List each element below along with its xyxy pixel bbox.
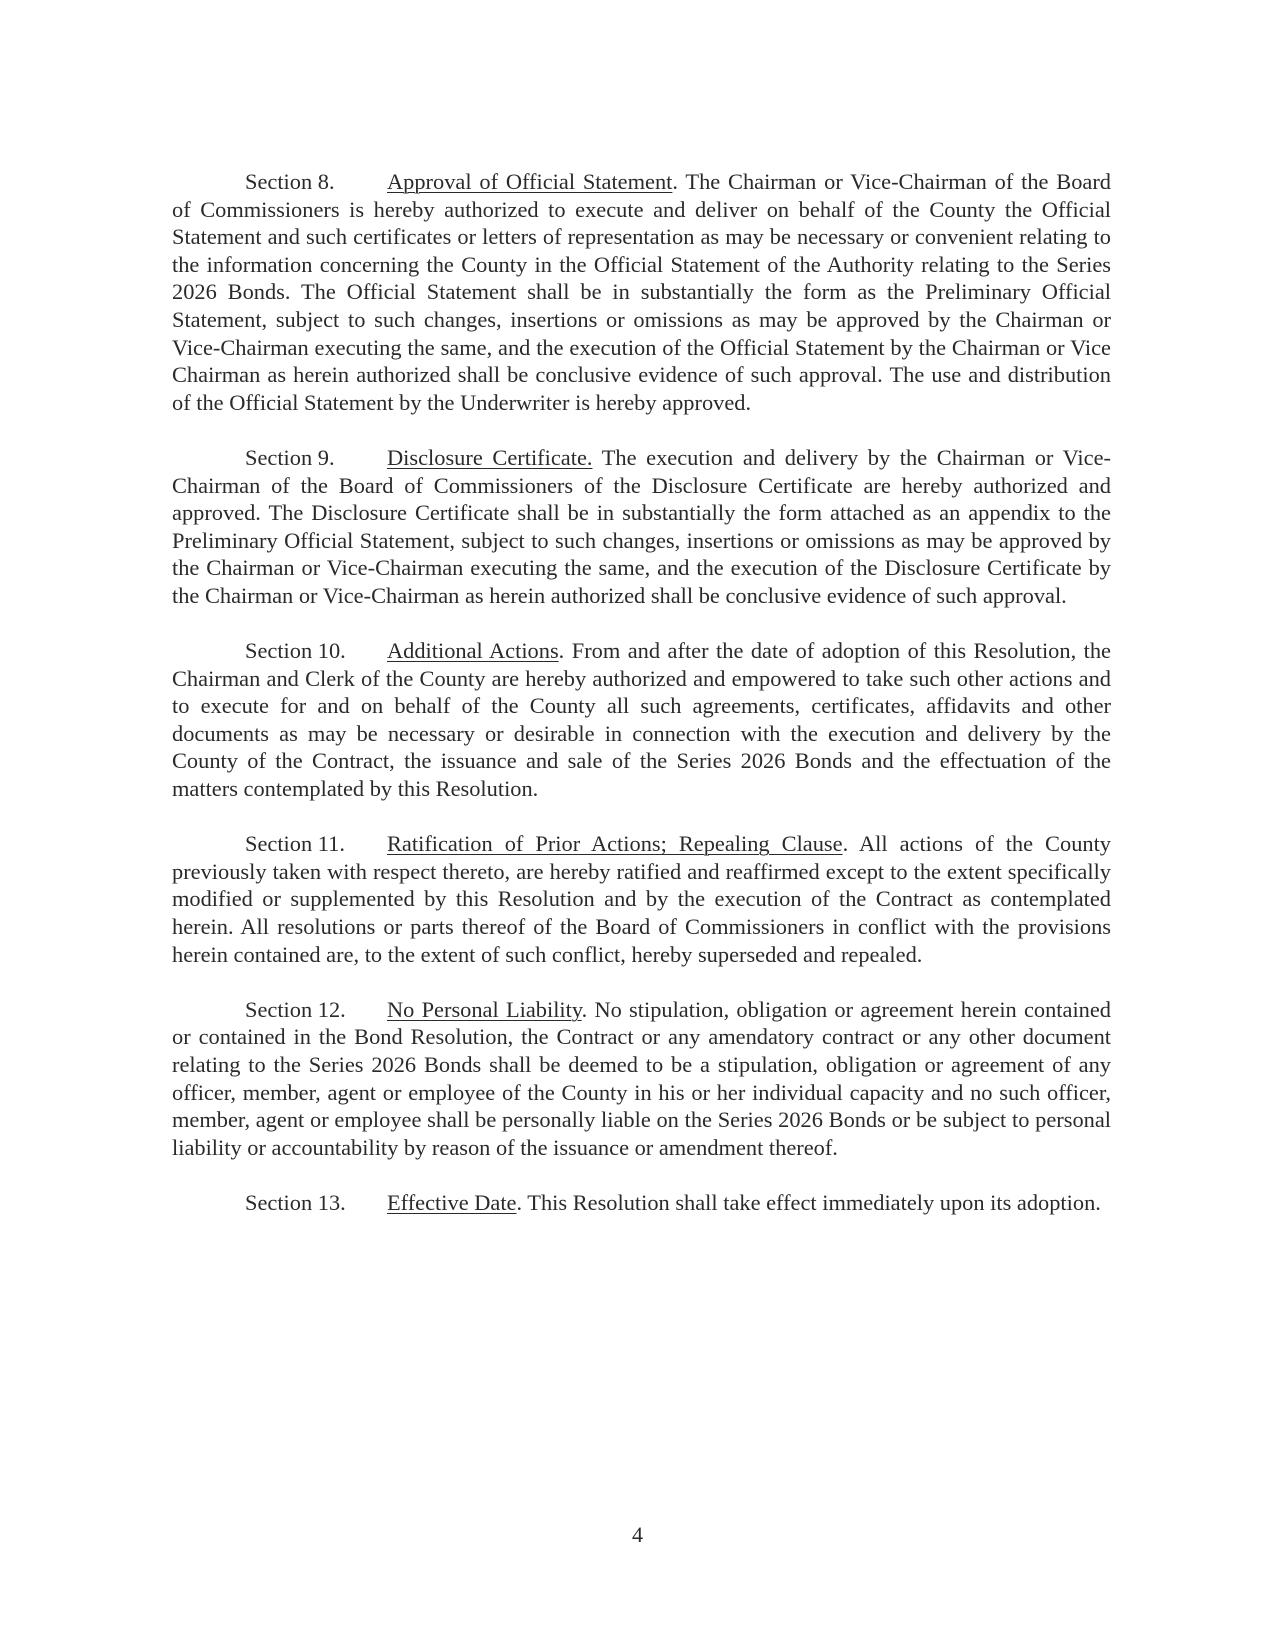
section-heading: No Personal Liability xyxy=(387,996,582,1022)
section-number: Section 8. xyxy=(245,169,335,194)
section-body: . This Resolution shall take effect immediately upon its adoption. xyxy=(516,1189,1101,1215)
section-13 xyxy=(172,1189,1111,1217)
section-number: Section 13. xyxy=(245,1189,346,1215)
section-body: The execution and delivery by the Chairman or Vice-Chairman of the Board of Commissioners of the Disclosure Certificate are hereby authorized and approved. The Disclosure Certificate shall be in substantially the form attached as an appendix to the Preliminary Official Statement, subject to such changes, insertions or omissions as may be approved by the Chairman or Vice-Chairman executing the same, and the execution of the Disclosure Certificate by the Chairman or Vice-Chairman as herein authorized shall be conclusive evidence of such approval. xyxy=(172,444,1111,608)
section-body: . From and after the date of adoption of this Resolution, the Chairman and Clerk of the County are hereby authorized and empowered to take such other actions and to execute for and on behalf of the County all such agreements, certificates, affidavits and other documents as may be necessary or desirable in connection with the execution and delivery by the County of the Contract, the issuance and sale of the Series 2026 Bonds and the effectuation of the matters contemplated by this Resolution. xyxy=(172,638,1111,802)
section-number: Section 9. xyxy=(245,444,335,470)
section-9 xyxy=(172,444,1111,610)
section-number: Section 12. xyxy=(245,996,346,1022)
section-body: . No stipulation, obligation or agreement herein contained or contained in the Bond Resolution, the Contract or any amendatory contract or any other document relating to the Series 2026 Bonds shall be deemed to be a stipulation, obligation or agreement of any officer, member, agent or employee of the County in his or her individual capacity and no such officer, member, agent or employee shall be personally liable on the Series 2026 Bonds or be subject to personal liability or accountability by reason of the issuance or amendment thereof. xyxy=(172,996,1112,1160)
section-heading: Additional Actions xyxy=(387,638,559,664)
section-number: Section 10. xyxy=(245,638,346,664)
section-11 xyxy=(172,830,1111,968)
section-10 xyxy=(172,637,1111,803)
page-number: 4 xyxy=(632,1522,643,1547)
section-heading: Approval of Official Statement xyxy=(387,169,673,194)
section-body: . The Chairman or Vice-Chairman of the Board of Commissioners is hereby authorized to execute and deliver on behalf of the County the Official Statement and such certificates or letters of representation as may be necessary or convenient relating to the information concerning the County in the Official Statement of the Authority relating to the Series 2026 Bonds. The Official Statement shall be in substantially the form as the Preliminary Official Statement, subject to such changes, insertions or omissions as may be approved by the Chairman or Vice-Chairman executing the same, and the execution of the Official Statement by the Chairman or Vice Chairman as herein authorized shall be conclusive evidence of such approval. The use and distribution of the Official Statement by the Underwriter is hereby approved. xyxy=(172,169,1111,415)
section-12 xyxy=(172,996,1111,1162)
section-8 xyxy=(172,168,1111,416)
section-heading: Effective Date xyxy=(387,1189,517,1215)
section-number: Section 11. xyxy=(245,831,345,857)
section-body: . All actions of the County previously taken with respect thereto, are hereby ratified and reaffirmed except to the extent specifically modified or supplemented by this Resolution and by the execution of the Contract as contemplated herein. All resolutions or parts thereof of the Board of Commissioners in conflict with the provisions herein contained are, to the extent of such conflict, hereby superseded and repealed. xyxy=(172,831,1111,967)
document-page xyxy=(172,168,1111,1244)
section-heading: Disclosure Certificate. xyxy=(387,444,593,470)
section-heading: Ratification of Prior Actions; Repealing Clause xyxy=(387,831,843,857)
